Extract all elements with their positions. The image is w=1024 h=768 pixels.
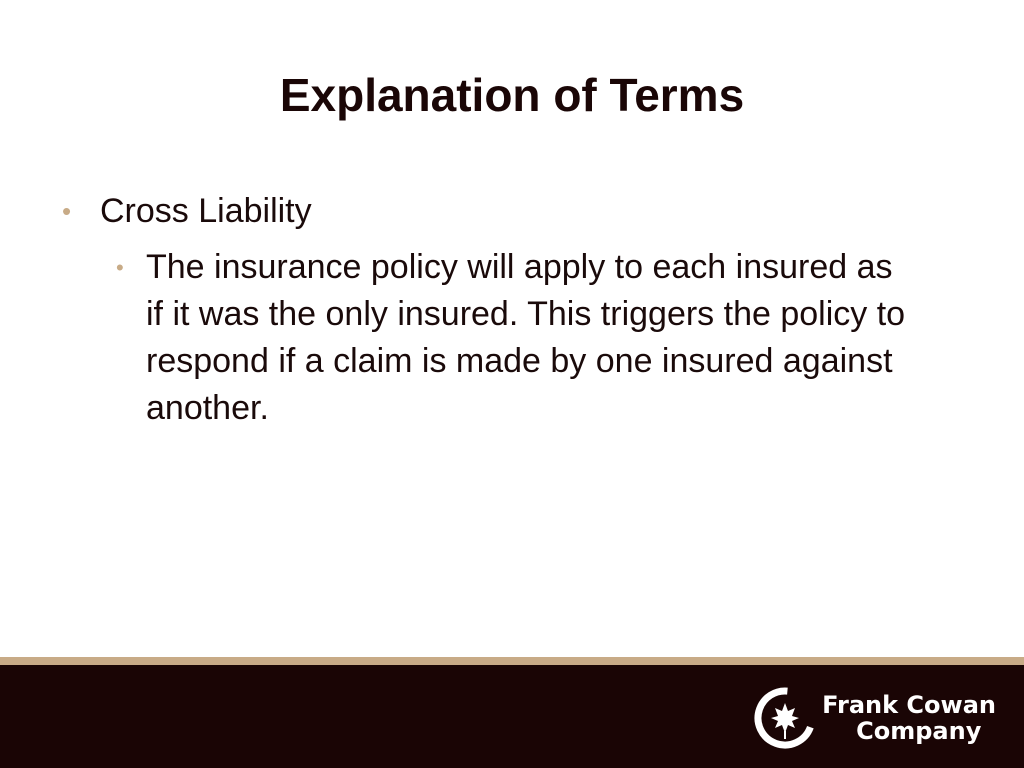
sub-bullet-text: The insurance policy will apply to each insured as if it was the only insured. This triggers the policy to respond if a claim is made by one insured against another. — [146, 248, 906, 427]
logo-line-1: Frank Cowan — [822, 691, 996, 719]
sub-bullet-item — [108, 244, 906, 432]
bullet-list — [62, 190, 922, 432]
slide-title: Explanation of Terms — [279, 69, 745, 121]
bullet-item — [62, 190, 922, 232]
footer-accent-stripe — [0, 657, 1024, 665]
logo-wordmark — [822, 692, 996, 744]
logo-line-2: Company — [856, 717, 982, 745]
bullet-dot-icon: • — [62, 196, 72, 226]
frank-cowan-leaf-swirl-icon — [754, 687, 816, 749]
bullet-dot-icon: • — [116, 255, 124, 280]
bullet-text: Cross Liability — [100, 192, 312, 230]
company-logo — [754, 686, 996, 750]
